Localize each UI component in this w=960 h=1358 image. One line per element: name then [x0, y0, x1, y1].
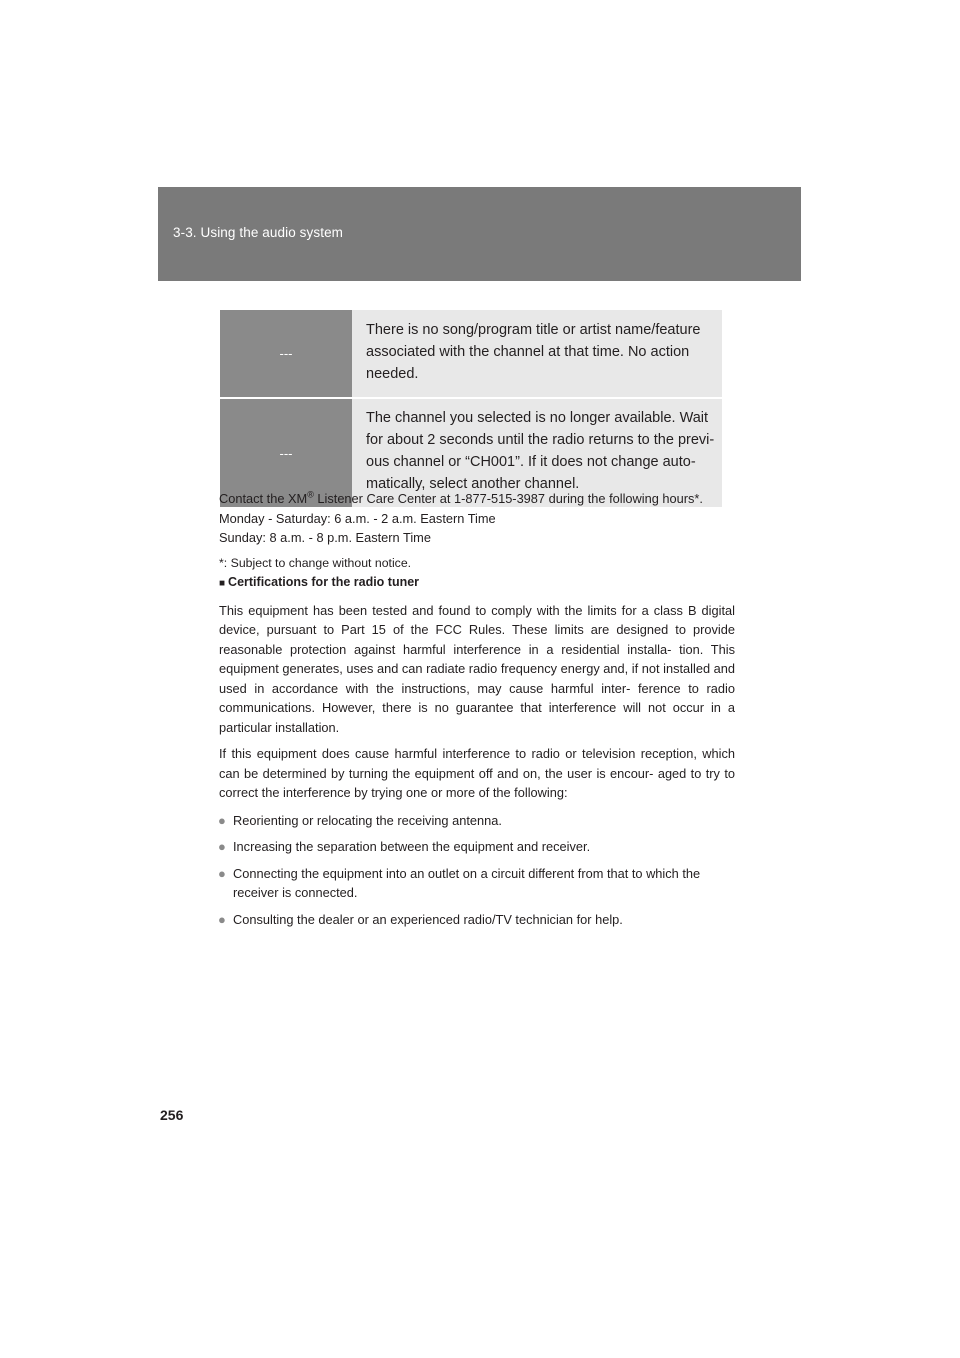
list-item: [219, 864, 735, 903]
footnote: *: Subject to change without notice.: [219, 555, 412, 570]
certifications-paragraph: This equipment has been tested and found to comply with the limits for a class B digital device, pursuant to Part 15 of the FCC Rules. These limits are designed to provide reasonable protection against harmful interference in a residential installa- tion. This equipment generates, uses and can radiate radio frequency energy and, if not installed and used in accordance with the instructions, may cause harmful inter- ference to radio communications. However, there is no guarantee that interference will not occur in a particular installation.: [219, 602, 735, 735]
bullet-dot-icon: ●: [218, 839, 226, 854]
contact-text-end: Listener Care Center at 1-877-515-3987 during the following hours*.: [313, 491, 703, 506]
list-item: [219, 910, 735, 930]
contact-paragraph: [219, 489, 735, 509]
interference-paragraph: If this equipment does cause harmful interference to radio or television reception, which can be determined by turning the equipment off and on, the user is encour- aged to try to correct the interference by trying one or more of the following:: [219, 746, 735, 800]
remedy-list: [219, 811, 735, 930]
table-row: [220, 310, 722, 398]
list-item-text: Connecting the equipment into an outlet on a circuit different from that to which the receiver is connected.: [233, 865, 701, 900]
list-item-text: Increasing the separation between the equipment and receiver.: [233, 839, 591, 854]
page-number: 256: [160, 1107, 184, 1123]
hours-sunday: Sunday: 8 a.m. - 8 p.m. Eastern Time: [219, 530, 431, 545]
list-item-text: Reorienting or relocating the receiving antenna.: [233, 812, 502, 828]
main-content: [219, 489, 735, 936]
section-title: 3-3. Using the audio system: [173, 225, 344, 240]
status-code-cell: ---: [220, 398, 352, 508]
certifications-heading-text: Certifications for the radio tuner: [228, 575, 420, 589]
status-description-cell: There is no song/program title or artist name/feature associated with the channel at that time. No action needed.: [352, 310, 722, 398]
bullet-dot-icon: ●: [218, 812, 226, 828]
bullet-dot-icon: ●: [218, 865, 226, 881]
contact-text-start: Contact the XM: [219, 491, 308, 506]
section-header-band: [158, 187, 801, 281]
status-message-table: [220, 310, 722, 509]
registered-mark: ®: [307, 489, 314, 500]
square-bullet-icon: ■: [219, 578, 226, 589]
list-item-text: Consulting the dealer or an experienced radio/TV technician for help.: [233, 911, 623, 927]
list-item: [219, 811, 735, 831]
hours-weekday: Monday - Saturday: 6 a.m. - 2 a.m. Eastern Time: [219, 510, 496, 526]
status-description-cell: The channel you selected is no longer available. Wait for about 2 seconds until the radio returns to the previ- ous channel or “CH001”. If it does not change auto- matically, select another channel.: [352, 398, 722, 508]
bullet-dot-icon: ●: [218, 911, 226, 927]
status-code-cell: ---: [220, 310, 352, 398]
list-item: [219, 837, 735, 857]
certifications-heading: [219, 573, 735, 594]
